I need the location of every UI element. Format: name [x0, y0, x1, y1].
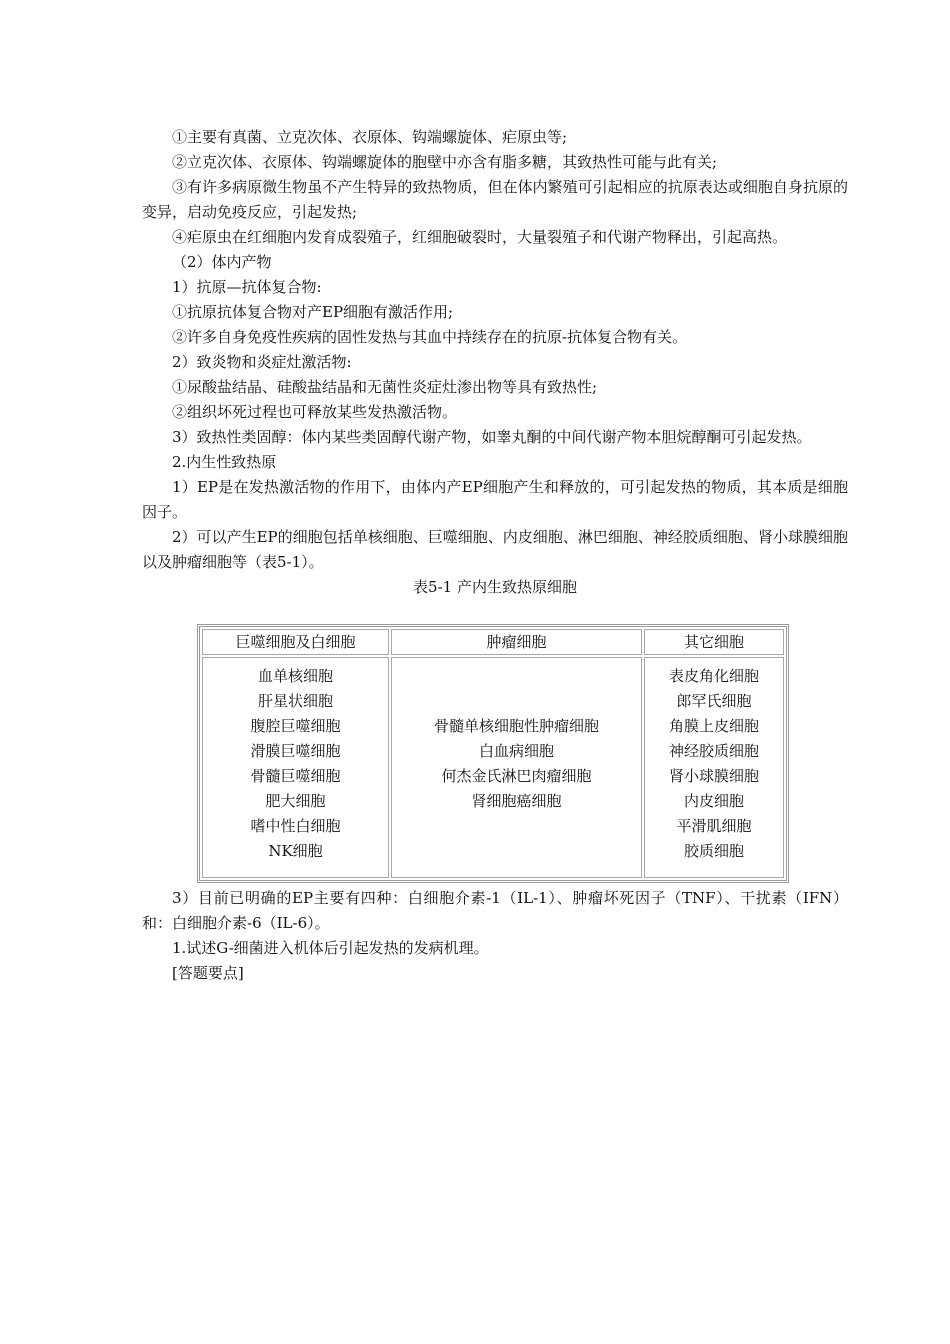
table-cell-tumor	[391, 657, 642, 878]
table-row	[202, 657, 784, 878]
cell-item	[392, 689, 641, 714]
cell-item: 胶质细胞	[683, 842, 744, 860]
cell-table	[197, 624, 789, 883]
table-cell-macrophages	[202, 657, 389, 878]
paragraph: 3）致热性类固醇：体内某些类固醇代谢产物，如睾丸酮的中间代谢产物本胆烷醇酮可引起发热。	[172, 428, 812, 446]
cell-item: 骨髓单核细胞性肿瘤细胞	[433, 717, 599, 735]
cell-item: 表皮角化细胞	[668, 667, 759, 685]
cell-item: 肝星状细胞	[257, 692, 333, 710]
section-heading: 2.内生性致热原	[172, 453, 277, 471]
cell-item: 滑膜巨噬细胞	[250, 742, 341, 760]
table-header-row	[202, 629, 784, 655]
paragraph: ②组织坏死过程也可释放某些发热激活物。	[172, 403, 458, 421]
paragraph: ②许多自身免疫性疾病的固性发热与其血中持续存在的抗原-抗体复合物有关。	[172, 328, 688, 346]
cell-item: 血单核细胞	[257, 667, 333, 685]
paragraph: ③有许多病原微生物虽不产生特异的致热物质，但在体内繁殖可引起相应的抗原表达或细胞自身抗原的变异，启动免疫反应，引起发热;	[142, 178, 848, 221]
column-header: 其它细胞	[644, 629, 784, 655]
cell-item: 骨髓巨噬细胞	[250, 767, 341, 785]
table-caption: 表5-1 产内生致热原细胞	[413, 578, 577, 596]
paragraph: 1）EP是在发热激活物的作用下，由体内产EP细胞产生和释放的，可引起发热的物质，其本质是细胞因子。	[142, 478, 848, 521]
cell-item: 肾细胞癌细胞	[471, 792, 562, 810]
column-header: 巨噬细胞及白细胞	[202, 629, 389, 655]
cell-item: 腹腔巨噬细胞	[250, 717, 341, 735]
cell-item: 肾小球膜细胞	[668, 767, 759, 785]
paragraph: ①主要有真菌、立克次体、衣原体、钩端螺旋体、疟原虫等;	[172, 128, 568, 146]
body-text-top	[142, 125, 848, 600]
paragraph: ①抗原抗体复合物对产EP细胞有激活作用;	[172, 303, 454, 321]
cell-item: 肥大细胞	[265, 792, 326, 810]
paragraph: 3）目前已明确的EP主要有四种：白细胞介素-1（IL-1）、肿瘤坏死因子（TNF）、干扰素（IFN）和：白细胞介素-6（IL-6）。	[142, 889, 848, 932]
section-heading: （2）体内产物	[172, 253, 272, 271]
cell-item: 内皮细胞	[683, 792, 744, 810]
answer-heading: [答题要点]	[172, 964, 244, 982]
paragraph: 1）抗原—抗体复合物:	[172, 278, 322, 296]
paragraph: ②立克次体、衣原体、钩端螺旋体的胞壁中亦含有脂多糖，其致热性可能与此有关;	[172, 153, 718, 171]
column-header: 肿瘤细胞	[391, 629, 642, 655]
cell-item	[392, 664, 641, 689]
cell-item: 平滑肌细胞	[676, 817, 752, 835]
cell-item: 白血病细胞	[478, 742, 554, 760]
table-cell-other	[644, 657, 784, 878]
paragraph: ①尿酸盐结晶、硅酸盐结晶和无菌性炎症灶渗出物等具有致热性;	[172, 378, 598, 396]
cell-item: 角膜上皮细胞	[668, 717, 759, 735]
paragraph: 2）可以产生EP的细胞包括单核细胞、巨噬细胞、内皮细胞、淋巴细胞、神经胶质细胞、肾小球膜细胞以及肿瘤细胞等（表5-1）。	[142, 528, 848, 571]
paragraph: ④疟原虫在红细胞内发育成裂殖子，红细胞破裂时，大量裂殖子和代谢产物释出，引起高热。	[172, 228, 788, 246]
paragraph: 2）致炎物和炎症灶激活物:	[172, 353, 352, 371]
cell-item: 何杰金氏淋巴肉瘤细胞	[441, 767, 592, 785]
cell-item: 嗜中性白细胞	[250, 817, 341, 835]
cell-item: 神经胶质细胞	[668, 742, 759, 760]
body-text-bottom	[142, 886, 848, 986]
cell-item: NK细胞	[268, 842, 323, 860]
question: 1.试述G-细菌进入机体后引起发热的发病机理。	[172, 939, 489, 957]
cell-item: 郎罕氏细胞	[676, 692, 752, 710]
